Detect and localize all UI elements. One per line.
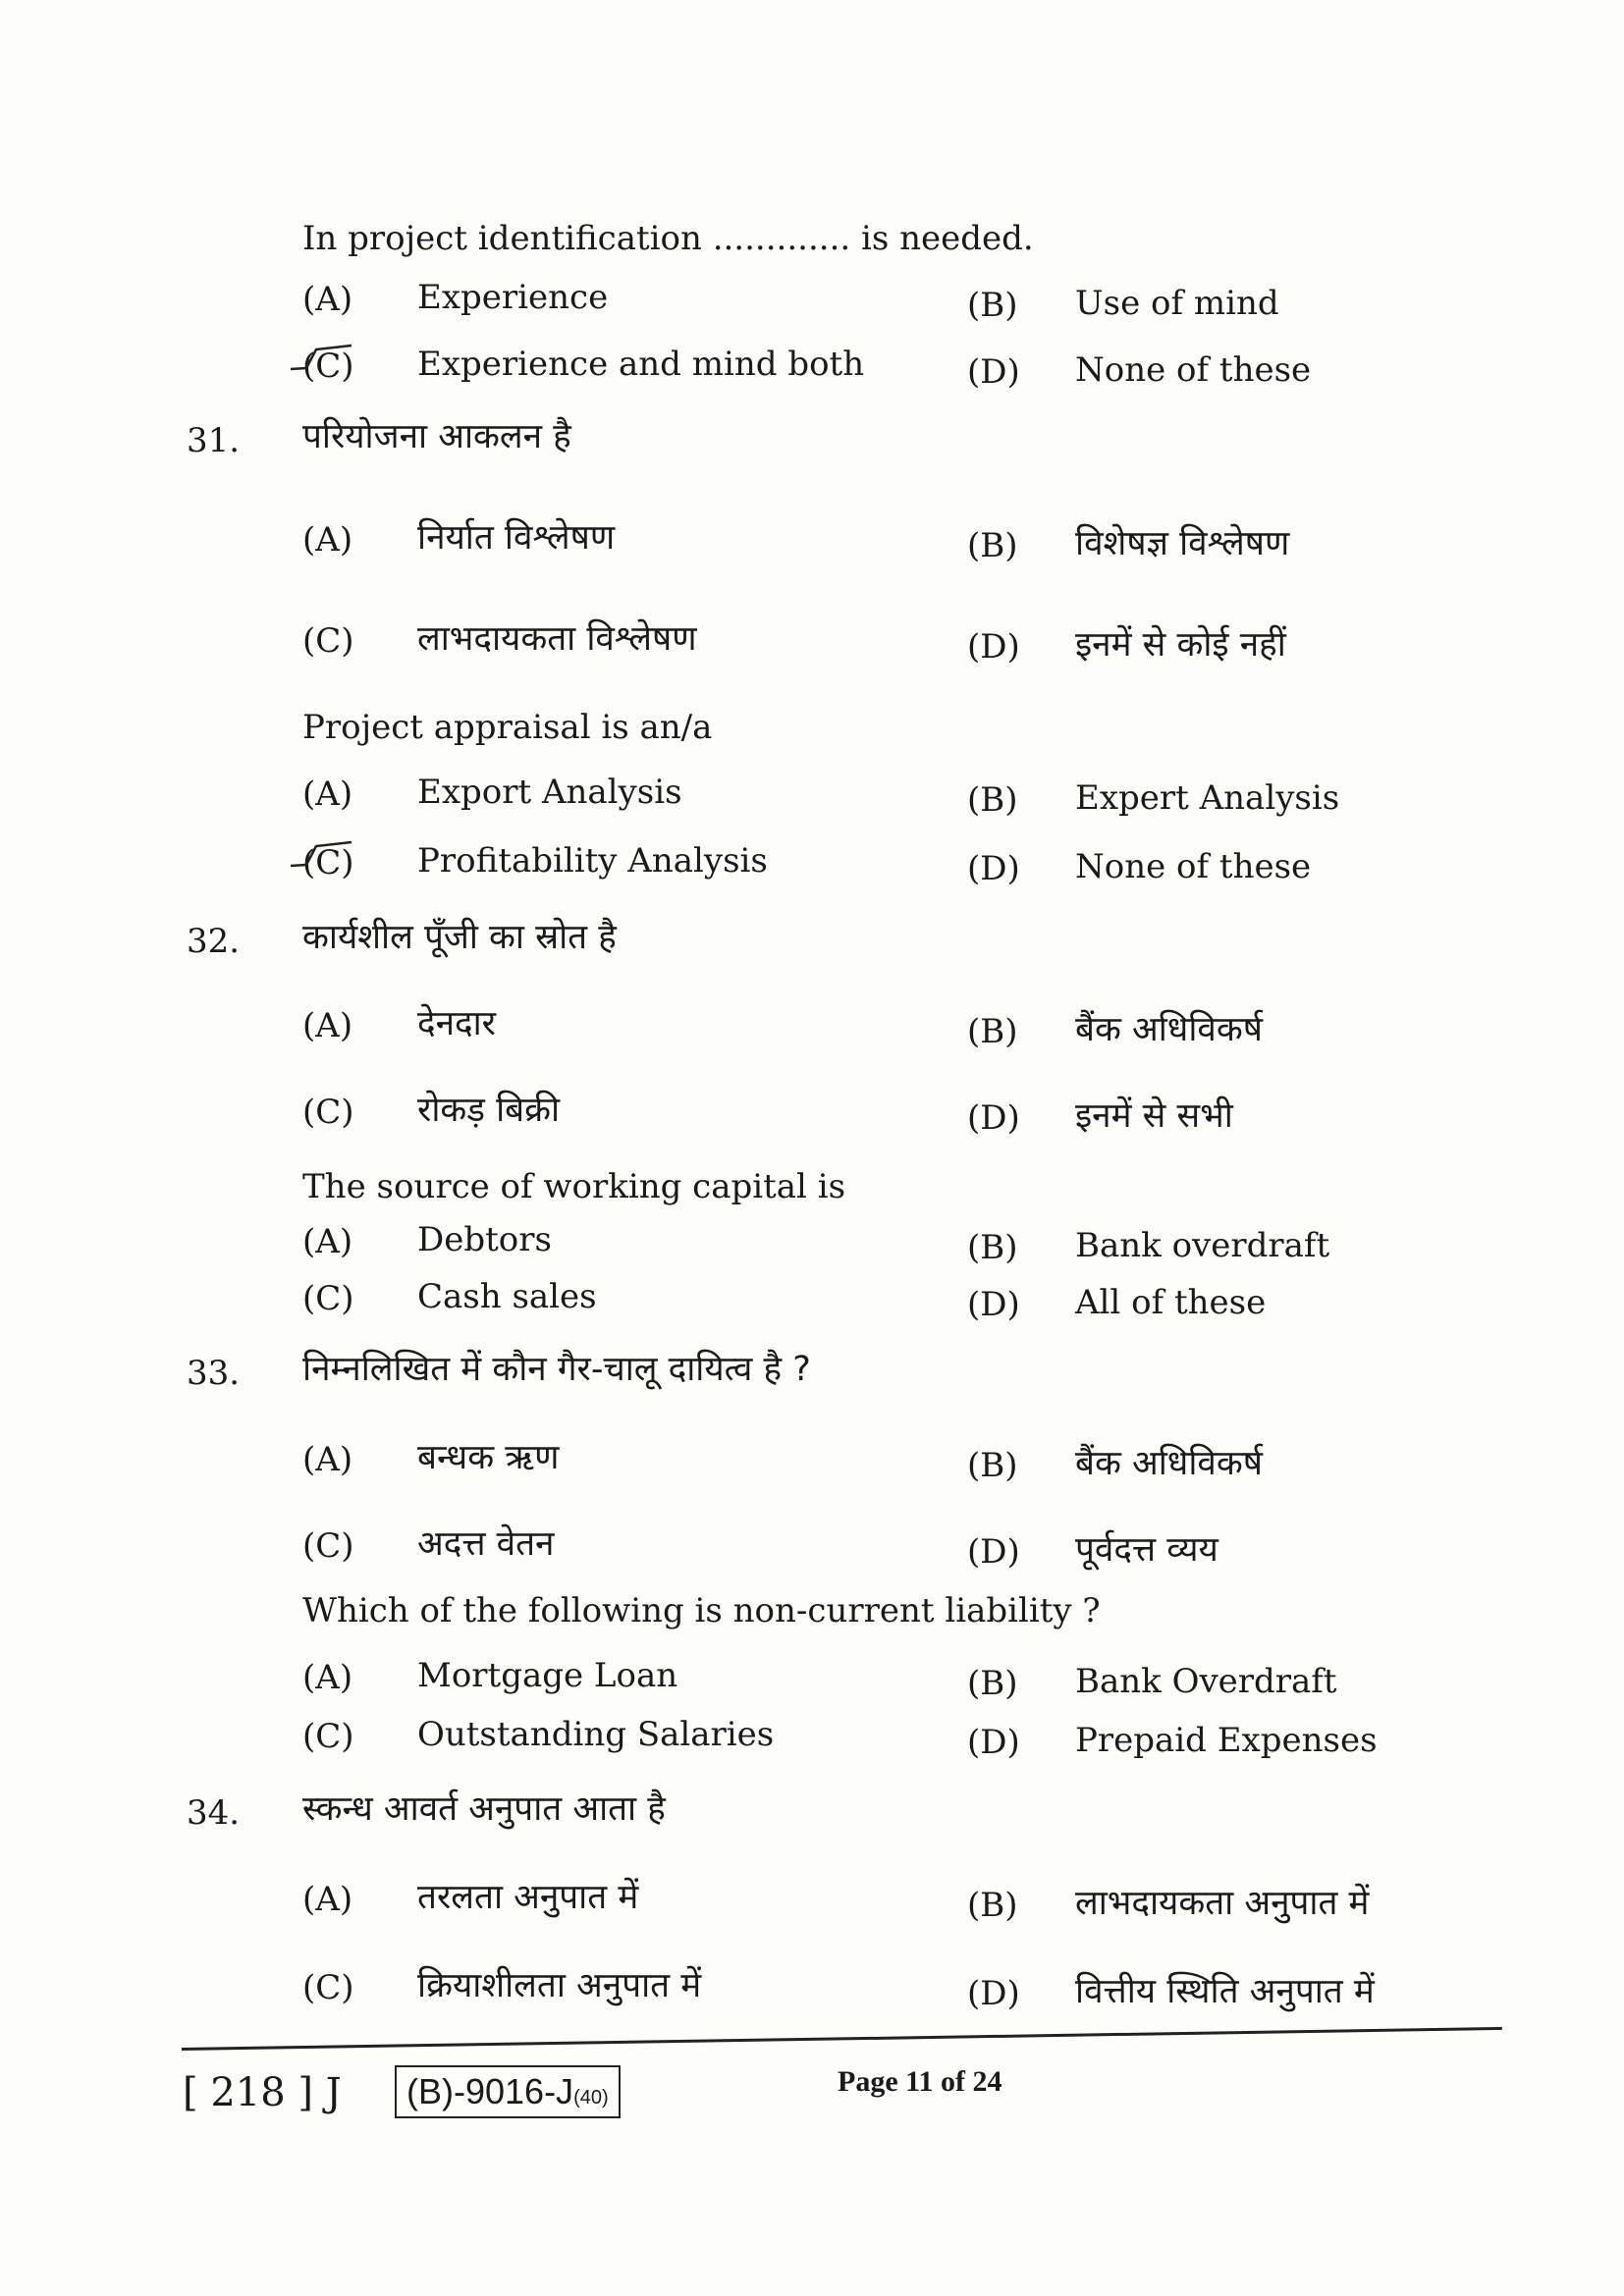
- option-label: (A): [302, 774, 353, 814]
- option-text: Debtors: [417, 1220, 552, 1259]
- option-text: Export Analysis: [417, 773, 682, 812]
- option-text: Use of mind: [1075, 284, 1279, 323]
- option-text: तरलता अनुपात में: [417, 1878, 639, 1917]
- tick-mark-icon: [287, 840, 355, 870]
- option-label: (D): [967, 849, 1020, 888]
- option-label: (C): [302, 347, 354, 386]
- option-text: Bank overdraft: [1075, 1226, 1330, 1265]
- option-label: (C): [302, 1968, 354, 2007]
- option-label: (C): [302, 1093, 354, 1132]
- option-text: Outstanding Salaries: [417, 1715, 775, 1754]
- question-stem: परियोजना आकलन है: [302, 417, 571, 456]
- option-label: (D): [967, 627, 1020, 667]
- option-label: (A): [302, 1006, 353, 1045]
- question-stem: Which of the following is non-current liability ?: [302, 1591, 1101, 1630]
- question-stem: कार्यशील पूँजी का स्रोत है: [302, 918, 617, 957]
- option-label: (C): [302, 1526, 354, 1566]
- paper-code: (B)-9016-J: [406, 2071, 574, 2111]
- option-text: लाभदायकता अनुपात में: [1075, 1884, 1370, 1923]
- option-text: लाभदायकता विश्लेषण: [417, 619, 697, 659]
- option-text: All of these: [1075, 1283, 1267, 1322]
- option-label: (B): [967, 1664, 1018, 1703]
- question-stem: The source of working capital is: [302, 1167, 846, 1206]
- question-stem: In project identification ............. is needed.: [302, 219, 1034, 258]
- option-label: (A): [302, 1880, 353, 1919]
- option-label: (C): [302, 843, 354, 882]
- option-text: Cash sales: [417, 1277, 597, 1316]
- question-number: 34.: [187, 1793, 241, 1833]
- option-text: क्रियाशीलता अनुपात में: [417, 1966, 702, 2005]
- option-text: रोकड़ बिक्री: [417, 1091, 561, 1130]
- option-label: (C): [302, 1717, 354, 1756]
- option-label: (A): [302, 1440, 353, 1479]
- option-label: (B): [967, 1886, 1018, 1925]
- option-text: इनमें से कोई नहीं: [1075, 625, 1286, 665]
- option-text: Prepaid Expenses: [1075, 1721, 1378, 1760]
- paper-code-box: [395, 2065, 621, 2118]
- option-text: निर्यात विश्लेषण: [417, 518, 616, 558]
- option-text: Experience and mind both: [417, 345, 865, 384]
- option-text: देनदार: [417, 1004, 496, 1043]
- option-label: (B): [967, 780, 1018, 820]
- option-text: Bank Overdraft: [1075, 1662, 1337, 1701]
- question-number: 33.: [187, 1354, 241, 1393]
- option-label: (D): [967, 1974, 1020, 2013]
- paper-number: [ 218 ] J: [183, 2070, 342, 2115]
- option-text: बैंक अधिविकर्ष: [1075, 1010, 1263, 1049]
- option-label: (A): [302, 1222, 353, 1261]
- option-label: (B): [967, 1228, 1018, 1267]
- option-text: Experience: [417, 278, 609, 317]
- option-text: None of these: [1075, 350, 1312, 390]
- option-label: (C): [302, 621, 354, 661]
- option-label: (D): [967, 1723, 1020, 1762]
- option-text: बैंक अधिविकर्ष: [1075, 1444, 1263, 1483]
- option-text: विशेषज्ञ विश्लेषण: [1075, 524, 1290, 563]
- option-text: अदत्त वेतन: [417, 1524, 555, 1564]
- option-label: (B): [967, 526, 1018, 565]
- paper-code-suffix: (40): [573, 2087, 609, 2109]
- option-label: (D): [967, 1285, 1020, 1324]
- option-label: (C): [302, 1279, 354, 1318]
- tick-mark-icon: [287, 344, 355, 373]
- question-stem: निम्नलिखित में कौन गैर-चालू दायित्व है ?: [302, 1350, 811, 1389]
- option-text: Mortgage Loan: [417, 1656, 678, 1695]
- page-number: Page 11 of 24: [838, 2065, 1002, 2098]
- option-label: (B): [967, 1012, 1018, 1051]
- question-stem: Project appraisal is an/a: [302, 708, 713, 747]
- question-number: 31.: [187, 421, 241, 460]
- option-text: None of these: [1075, 847, 1312, 886]
- question-stem: स्कन्ध आवर्त अनुपात आता है: [302, 1789, 666, 1829]
- option-text: इनमें से सभी: [1075, 1096, 1233, 1136]
- option-text: वित्तीय स्थिति अनुपात में: [1075, 1972, 1375, 2011]
- option-label: (A): [302, 280, 353, 319]
- option-text: बन्धक ऋण: [417, 1438, 560, 1477]
- option-label: (D): [967, 1532, 1020, 1572]
- option-label: (A): [302, 520, 353, 560]
- option-text: Expert Analysis: [1075, 778, 1340, 818]
- option-label: (B): [967, 1446, 1018, 1485]
- footer-rule: [182, 2027, 1502, 2051]
- option-text: Profitability Analysis: [417, 841, 768, 881]
- question-number: 32.: [187, 922, 241, 961]
- option-label: (D): [967, 1098, 1020, 1138]
- option-label: (A): [302, 1658, 353, 1697]
- option-label: (B): [967, 286, 1018, 325]
- option-text: पूर्वदत्त व्यय: [1075, 1530, 1218, 1570]
- option-label: (D): [967, 352, 1020, 392]
